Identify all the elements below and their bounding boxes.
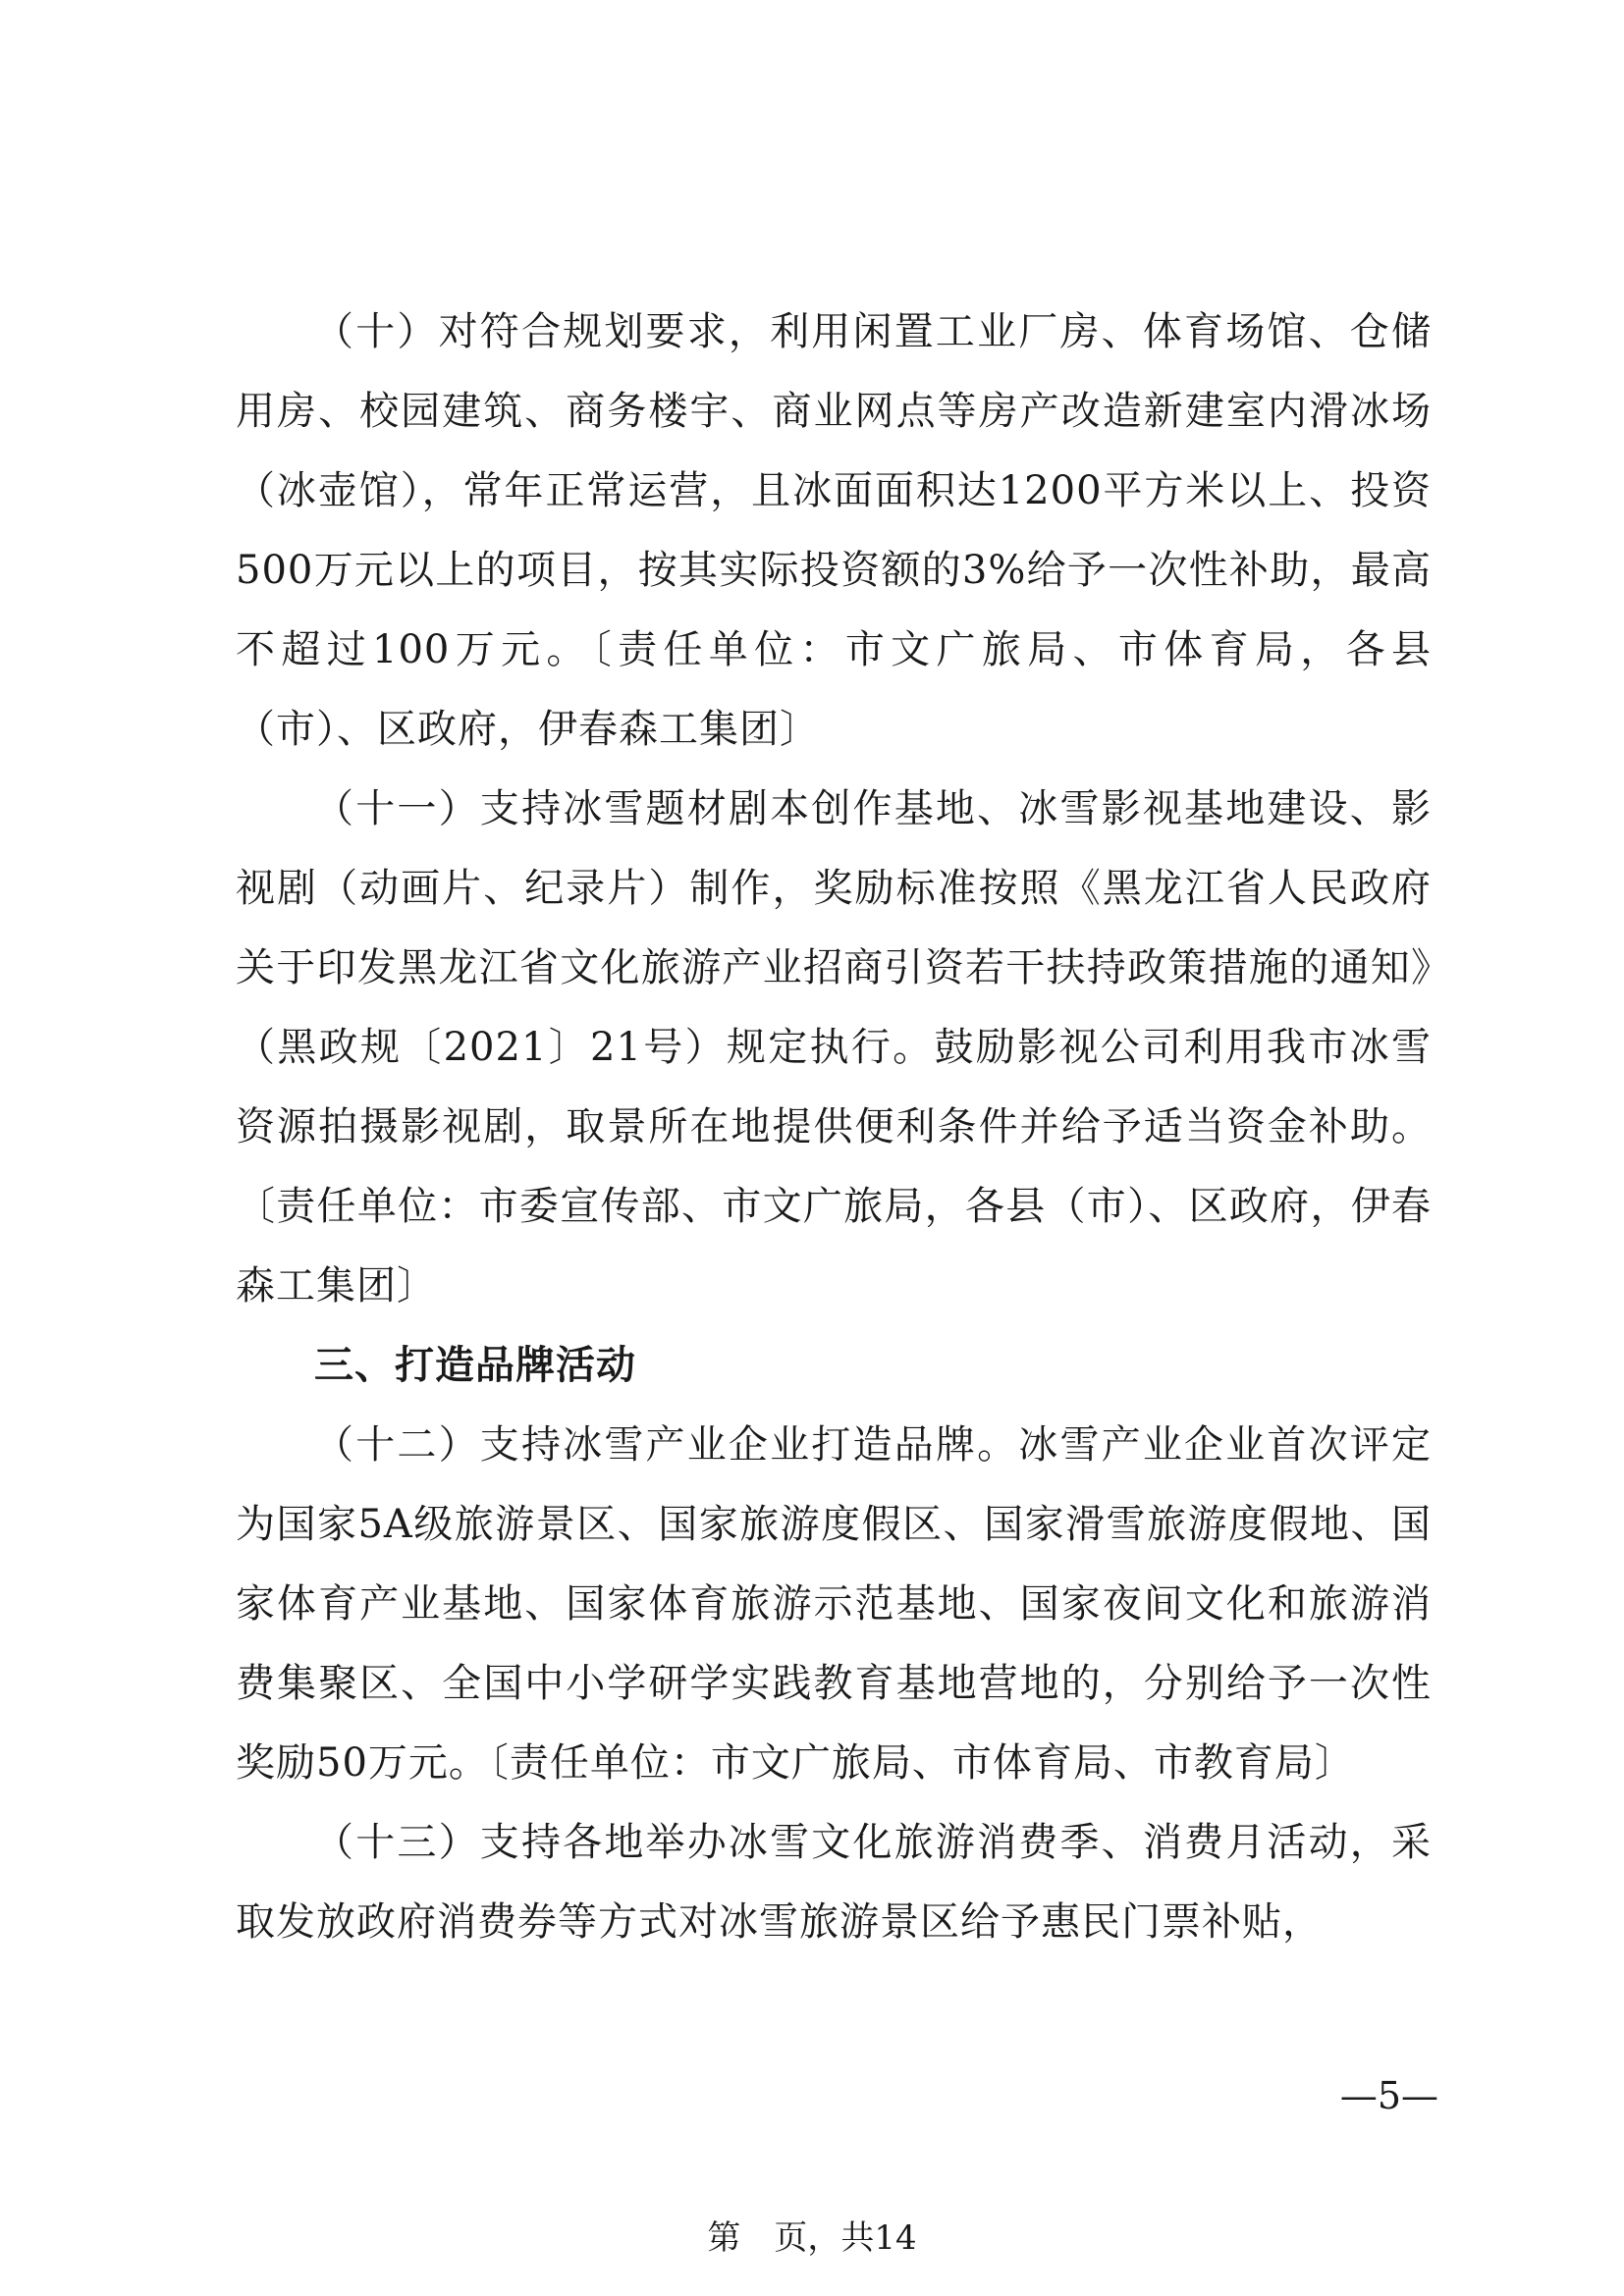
paragraph-item-11: （十一）支持冰雪题材剧本创作基地、冰雪影视基地建设、影视剧（动画片、纪录片）制作，奖励标准按照《黑龙江省人民政府关于印发黑龙江省文化旅游产业招商引资若干扶持政策措施的通知》（黑政规〔2021〕21号）规定执行。鼓励影视公司利用我市冰雪资源拍摄影视剧，取景所在地提供便利条件并给予适当资金补助。〔责任单位：市委宣传部、市文广旅局，各县（市）、区政府，伊春森工集团〕 — [236, 786, 1432, 1308]
paragraph-item-10: （十）对符合规划要求，利用闲置工业厂房、体育场馆、仓储用房、校园建筑、商务楼宇、商业网点等房产改造新建室内滑冰场（冰壶馆），常年正常运营，且冰面面积达1200平方米以上、投资500万元以上的项目，按其实际投资额的3%给予一次性补助，最高不超过100万元。〔责任单位：市文广旅局、市体育局，各县（市）、区政府，伊春森工集团〕 — [236, 309, 1432, 752]
paragraph-item-13: （十三）支持各地举办冰雪文化旅游消费季、消费月活动，采取发放政府消费券等方式对冰雪旅游景区给予惠民门票补贴， — [236, 1820, 1432, 1945]
paragraph-item-12: （十二）支持冰雪产业企业打造品牌。冰雪产业企业首次评定为国家5A级旅游景区、国家旅游度假区、国家滑雪旅游度假地、国家体育产业基地、国家体育旅游示范基地、国家夜间文化和旅游消费集聚区、全国中小学研学实践教育基地营地的，分别给予一次性奖励50万元。〔责任单位：市文广旅局、市体育局、市教育局〕 — [236, 1422, 1432, 1786]
page-number: —5— — [1339, 2074, 1438, 2117]
section-heading: 三、打造品牌活动 — [314, 1343, 636, 1388]
page-count-footer: 第 页，共14 — [707, 2218, 917, 2258]
document-body — [236, 293, 1432, 1962]
